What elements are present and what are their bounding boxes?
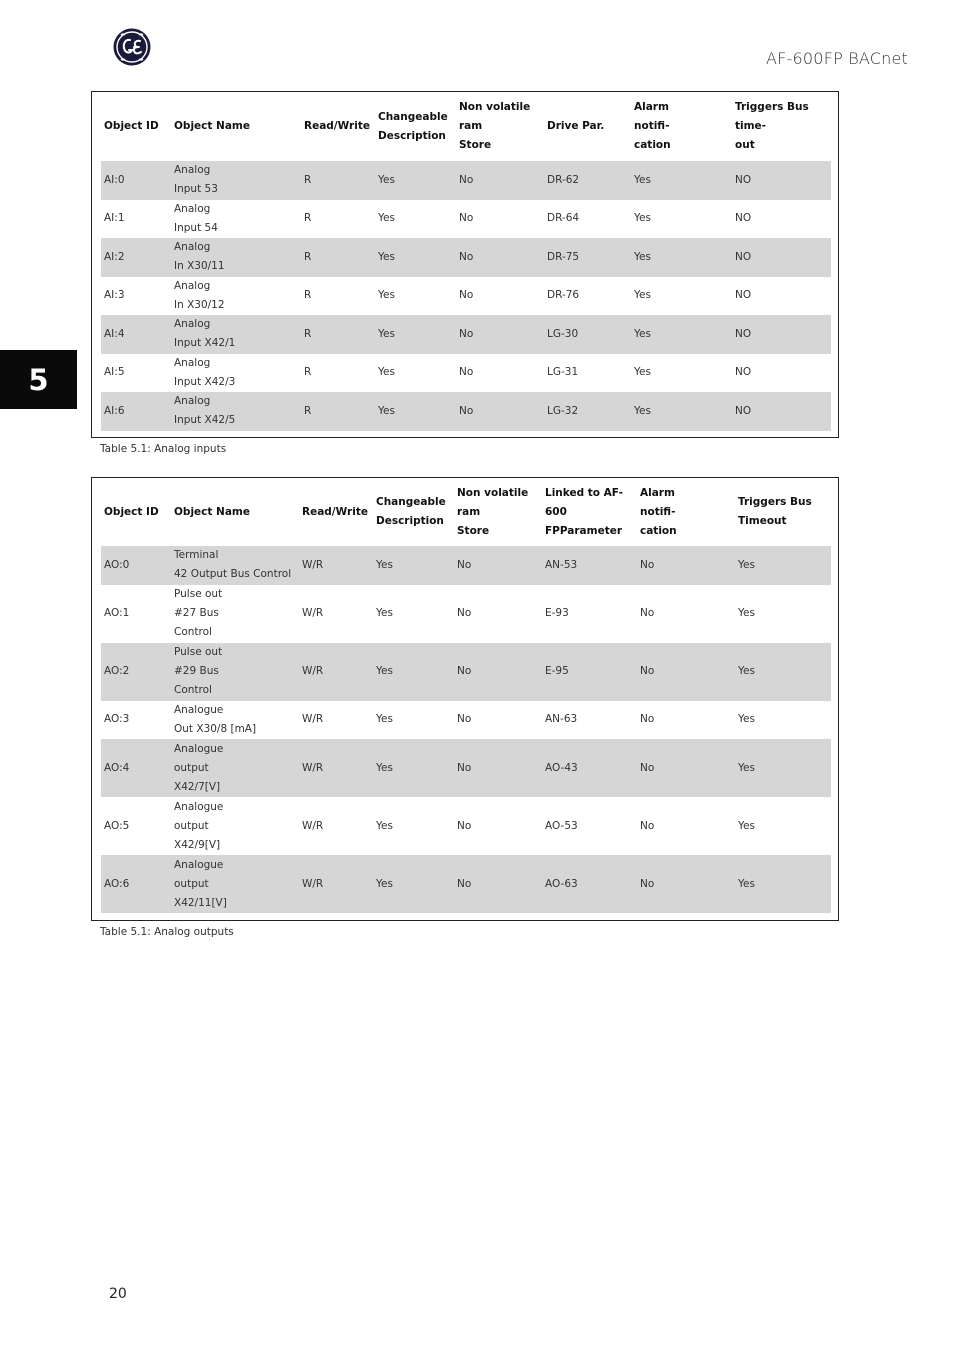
table-cell: Yes bbox=[631, 392, 732, 431]
table-cell: DR-64 bbox=[547, 212, 580, 225]
table-cell: AO:5 bbox=[104, 819, 130, 832]
table-cell: AI:0 bbox=[101, 161, 171, 200]
cell-line: Input X42/3 bbox=[174, 375, 236, 388]
table-row bbox=[101, 161, 831, 200]
cell-line: Analog bbox=[174, 164, 211, 177]
column-header bbox=[735, 478, 831, 546]
cell-line: Out X30/8 [mA] bbox=[174, 722, 257, 735]
column-header bbox=[732, 92, 831, 161]
table-cell: Yes bbox=[375, 161, 456, 200]
table-cell: DR-75 bbox=[544, 238, 631, 277]
table-cell: LG-31 bbox=[547, 366, 579, 379]
table-cell: Yes bbox=[376, 819, 393, 832]
table-cell: Yes bbox=[631, 161, 732, 200]
table-cell: W/R bbox=[302, 607, 324, 619]
cell-line: Analog bbox=[174, 395, 211, 408]
column-header: Object ID bbox=[104, 505, 159, 518]
table-cell: No bbox=[459, 366, 474, 379]
table-cell: Yes bbox=[631, 238, 732, 277]
table-cell bbox=[171, 354, 301, 393]
table-cell: AI:3 bbox=[104, 289, 125, 302]
analog-inputs-table bbox=[101, 92, 831, 431]
table-cell: No bbox=[456, 392, 544, 431]
table-cell: No bbox=[637, 643, 735, 701]
table-header-row bbox=[101, 478, 831, 546]
cell-line: Alarm bbox=[634, 101, 669, 113]
table-cell: R bbox=[304, 289, 312, 302]
table-cell: R bbox=[301, 315, 375, 354]
table-cell bbox=[171, 797, 299, 855]
table-cell: NO bbox=[735, 366, 752, 379]
table-cell bbox=[171, 392, 301, 431]
cell-line: In X30/12 bbox=[174, 298, 225, 311]
table-cell bbox=[171, 546, 299, 585]
table-cell: DR-76 bbox=[547, 289, 580, 302]
table-cell: Yes bbox=[634, 366, 651, 379]
table-row bbox=[101, 855, 831, 913]
table-cell: No bbox=[456, 315, 544, 354]
table-cell: No bbox=[454, 546, 542, 585]
cell-line: notifi- bbox=[634, 120, 670, 132]
table-caption-analog-inputs: Table 5.1: Analog inputs bbox=[100, 443, 227, 455]
table-cell: Yes bbox=[373, 546, 454, 585]
table-cell: Yes bbox=[378, 212, 395, 225]
table-cell: DR-62 bbox=[544, 161, 631, 200]
cell-line: Store bbox=[457, 524, 490, 537]
cell-line: cation bbox=[634, 139, 671, 151]
table-cell: No bbox=[459, 289, 474, 302]
table-cell: AO:0 bbox=[101, 546, 171, 585]
table-cell: AO:2 bbox=[101, 643, 171, 701]
table-row bbox=[101, 546, 831, 585]
table-cell: Yes bbox=[738, 607, 755, 619]
cell-line: Non volatile ram bbox=[459, 101, 531, 132]
cell-line: Changeable bbox=[376, 496, 446, 508]
table-cell: No bbox=[454, 643, 542, 701]
cell-line: Analogue bbox=[174, 800, 224, 813]
table-cell: Yes bbox=[738, 819, 755, 832]
cell-line: Store bbox=[459, 139, 492, 151]
table-cell bbox=[171, 161, 301, 200]
table-cell: R bbox=[304, 366, 312, 379]
cell-line: Description bbox=[376, 515, 444, 527]
cell-line: out bbox=[735, 139, 755, 151]
cell-line: Analogue bbox=[174, 742, 224, 755]
table-row bbox=[101, 739, 831, 797]
analog-outputs-table bbox=[101, 478, 831, 913]
column-header: Object ID bbox=[104, 120, 159, 132]
table-cell: W/R bbox=[299, 855, 373, 913]
cell-line: Timeout bbox=[738, 515, 787, 527]
table-cell: Yes bbox=[735, 546, 831, 585]
table-cell bbox=[171, 701, 299, 740]
ge-logo-icon bbox=[113, 28, 151, 66]
table-cell bbox=[171, 739, 299, 797]
table-cell bbox=[171, 200, 301, 239]
table-cell: R bbox=[301, 238, 375, 277]
table-cell: Yes bbox=[634, 212, 651, 225]
cell-line: 42 Output Bus Control bbox=[174, 568, 292, 581]
cell-line: Analogue bbox=[174, 858, 224, 871]
column-header bbox=[373, 478, 454, 546]
table-cell: Yes bbox=[373, 643, 454, 701]
column-header: Object Name bbox=[174, 505, 250, 518]
table-cell: NO bbox=[732, 238, 831, 277]
table-cell: Yes bbox=[373, 855, 454, 913]
table-cell: No bbox=[459, 212, 474, 225]
cell-line: Non volatile ram bbox=[457, 486, 529, 518]
table-row bbox=[101, 585, 831, 643]
table-cell bbox=[171, 643, 299, 701]
cell-line: Input X42/5 bbox=[174, 414, 236, 427]
table-cell: AO-43 bbox=[542, 739, 637, 797]
table-cell bbox=[171, 277, 301, 316]
table-cell: NO bbox=[732, 161, 831, 200]
table-cell: Yes bbox=[634, 289, 651, 302]
analog-outputs-table-frame bbox=[91, 477, 839, 921]
table-row bbox=[101, 643, 831, 701]
table-cell: LG-32 bbox=[544, 392, 631, 431]
table-cell: No bbox=[457, 819, 472, 832]
cell-line: Analog bbox=[174, 202, 211, 215]
table-cell: W/R bbox=[302, 819, 324, 832]
table-cell: No bbox=[456, 238, 544, 277]
table-cell: No bbox=[637, 546, 735, 585]
table-cell: No bbox=[454, 855, 542, 913]
table-row bbox=[101, 200, 831, 239]
table-cell: W/R bbox=[302, 713, 324, 726]
table-row bbox=[101, 354, 831, 393]
table-cell: No bbox=[637, 855, 735, 913]
cell-line: Analog bbox=[174, 318, 211, 331]
cell-line: Analogue bbox=[174, 703, 224, 716]
table-header-row bbox=[101, 92, 831, 161]
table-cell: AO:4 bbox=[101, 739, 171, 797]
table-caption-analog-outputs: Table 5.1: Analog outputs bbox=[100, 926, 234, 938]
table-cell: Yes bbox=[735, 643, 831, 701]
cell-line: Pulse out bbox=[174, 588, 223, 600]
table-cell: No bbox=[456, 161, 544, 200]
table-cell: E-95 bbox=[542, 643, 637, 701]
table-cell: W/R bbox=[299, 643, 373, 701]
table-cell: Yes bbox=[375, 392, 456, 431]
table-cell: R bbox=[301, 161, 375, 200]
cell-line: Triggers Bus bbox=[738, 496, 812, 508]
table-row bbox=[101, 392, 831, 431]
cell-line: output bbox=[174, 819, 209, 832]
table-cell: Yes bbox=[375, 315, 456, 354]
table-cell: No bbox=[454, 739, 542, 797]
column-header bbox=[454, 478, 542, 546]
table-cell: Yes bbox=[738, 713, 755, 726]
cell-line: Alarm bbox=[640, 486, 675, 499]
table-cell: AI:2 bbox=[101, 238, 171, 277]
table-cell: Yes bbox=[631, 315, 732, 354]
document-title: AF-600FP BACnet bbox=[766, 49, 908, 68]
analog-inputs-table-frame bbox=[91, 91, 839, 438]
table-cell: AI:4 bbox=[101, 315, 171, 354]
cell-line: In X30/11 bbox=[174, 260, 225, 273]
cell-line: Control bbox=[174, 684, 212, 696]
table-cell bbox=[171, 315, 301, 354]
cell-line: Analog bbox=[174, 241, 211, 254]
column-header bbox=[542, 478, 637, 546]
column-header: Object Name bbox=[174, 120, 250, 132]
cell-line: Terminal bbox=[174, 549, 219, 562]
column-header: Drive Par. bbox=[547, 120, 605, 132]
table-cell: Yes bbox=[376, 713, 393, 726]
column-header bbox=[631, 92, 732, 161]
cell-line: Control bbox=[174, 626, 212, 638]
cell-line: Description bbox=[378, 129, 446, 142]
table-cell bbox=[171, 238, 301, 277]
table-cell: Yes bbox=[376, 607, 393, 619]
table-cell: R bbox=[301, 392, 375, 431]
cell-line: Changeable bbox=[378, 110, 448, 123]
chapter-tab: 5 bbox=[0, 350, 77, 409]
cell-line: Input X42/1 bbox=[174, 337, 236, 350]
table-cell: No bbox=[457, 713, 472, 726]
cell-line: #29 Bus bbox=[174, 665, 219, 677]
table-cell: No bbox=[640, 607, 655, 619]
table-cell: Yes bbox=[373, 739, 454, 797]
table-row bbox=[101, 238, 831, 277]
column-header: Read/Write bbox=[304, 120, 370, 132]
cell-line: Input 54 bbox=[174, 221, 218, 234]
table-cell: AN-63 bbox=[545, 713, 578, 726]
cell-line: Pulse out bbox=[174, 646, 223, 658]
cell-line: #27 Bus bbox=[174, 607, 219, 619]
table-cell: AI:6 bbox=[101, 392, 171, 431]
column-header bbox=[375, 92, 456, 161]
cell-line: Triggers Bus time- bbox=[735, 101, 809, 132]
table-cell: E-93 bbox=[545, 607, 569, 619]
table-cell: W/R bbox=[299, 739, 373, 797]
table-cell: AO-53 bbox=[545, 819, 578, 832]
cell-line: Linked to AF-600 bbox=[545, 486, 623, 518]
cell-line: FPParameter bbox=[545, 524, 623, 537]
cell-line: cation bbox=[640, 524, 677, 537]
page-number: 20 bbox=[109, 1286, 127, 1302]
table-cell: No bbox=[457, 607, 472, 619]
table-cell: Yes bbox=[375, 238, 456, 277]
table-cell bbox=[171, 855, 299, 913]
table-cell: Yes bbox=[378, 366, 395, 379]
table-cell: R bbox=[304, 212, 312, 225]
cell-line: X42/9[V] bbox=[174, 838, 221, 851]
cell-line: Input 53 bbox=[174, 183, 218, 196]
column-header bbox=[637, 478, 735, 546]
table-row bbox=[101, 797, 831, 855]
table-cell: LG-30 bbox=[544, 315, 631, 354]
column-header: Read/Write bbox=[302, 505, 368, 518]
cell-line: output bbox=[174, 877, 209, 890]
table-row bbox=[101, 277, 831, 316]
table-row bbox=[101, 315, 831, 354]
cell-line: X42/11[V] bbox=[174, 896, 227, 909]
table-cell: Yes bbox=[378, 289, 395, 302]
cell-line: notifi- bbox=[640, 505, 676, 518]
cell-line: Analog bbox=[174, 279, 211, 292]
table-cell: AI:1 bbox=[104, 212, 125, 225]
table-cell: AN-53 bbox=[542, 546, 637, 585]
table-row bbox=[101, 701, 831, 740]
table-cell: No bbox=[640, 713, 655, 726]
table-cell: AO:1 bbox=[104, 607, 130, 619]
table-cell: AO-63 bbox=[542, 855, 637, 913]
table-cell: NO bbox=[732, 315, 831, 354]
table-cell: AI:5 bbox=[104, 366, 125, 379]
table-cell: NO bbox=[732, 392, 831, 431]
table-cell: NO bbox=[735, 289, 752, 302]
table-cell: No bbox=[637, 739, 735, 797]
cell-line: output bbox=[174, 761, 209, 774]
column-header bbox=[456, 92, 544, 161]
cell-line: X42/7[V] bbox=[174, 780, 221, 793]
table-cell: AO:3 bbox=[104, 713, 130, 726]
table-cell: Yes bbox=[735, 739, 831, 797]
table-cell: NO bbox=[735, 212, 752, 225]
table-cell: No bbox=[640, 819, 655, 832]
table-cell: Yes bbox=[735, 855, 831, 913]
table-cell bbox=[171, 585, 299, 643]
table-cell: W/R bbox=[299, 546, 373, 585]
table-cell: AO:6 bbox=[101, 855, 171, 913]
cell-line: Analog bbox=[174, 356, 211, 369]
